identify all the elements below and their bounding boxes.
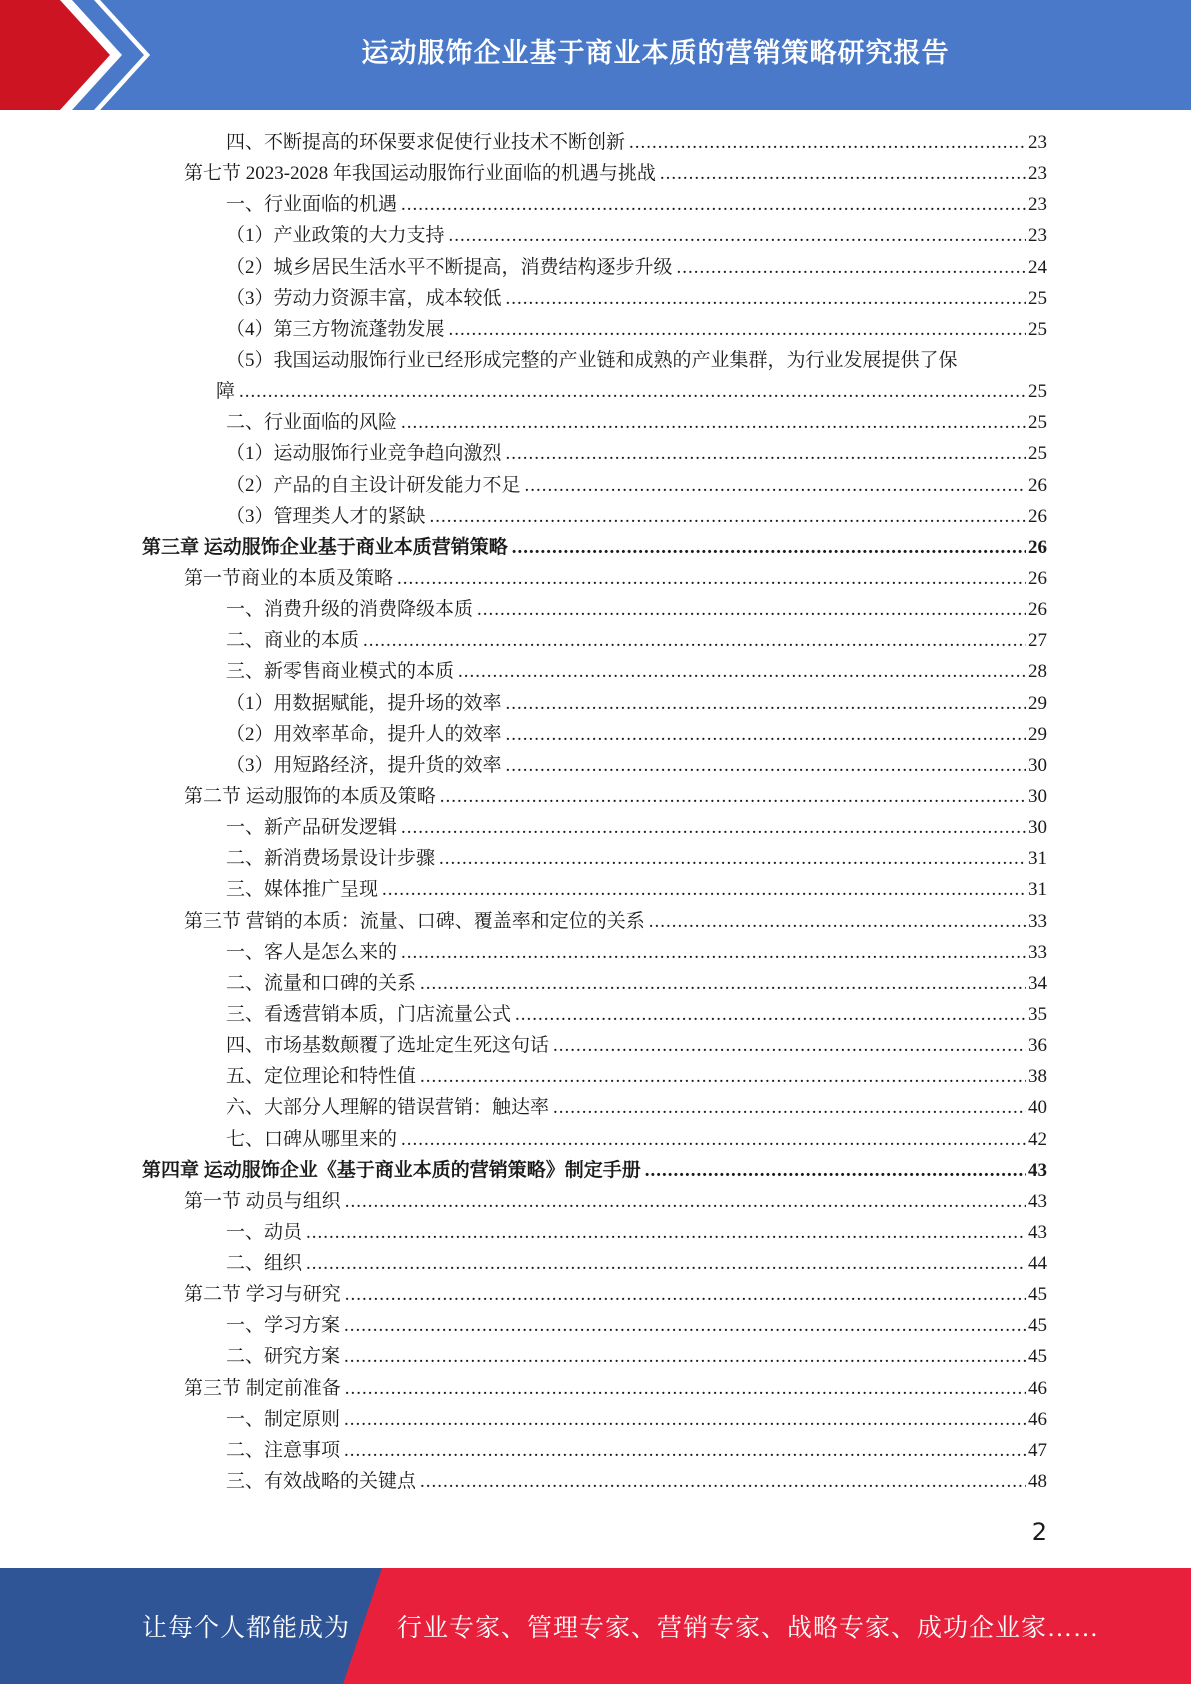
toc-entry-page: 46 (1028, 1408, 1047, 1430)
toc-dot-leader (420, 968, 1026, 999)
toc-entry-title: （4）第三方物流蓬勃发展 (226, 318, 445, 340)
toc-dot-leader (382, 874, 1026, 905)
report-title: 运动服饰企业基于商业本质的营销策略研究报告 (361, 37, 950, 69)
toc-entry-page: 33 (1028, 910, 1047, 932)
toc-entry-title: （3）用短路经济，提升货的效率 (226, 754, 502, 776)
toc-section-entry[interactable] (0, 1373, 1191, 1404)
toc-subsection-entry[interactable] (0, 750, 1191, 781)
toc-entry-line (226, 968, 1047, 999)
toc-section-entry[interactable] (0, 906, 1191, 937)
toc-subsection-entry[interactable] (0, 625, 1191, 656)
toc-dot-leader (420, 1466, 1026, 1497)
toc-dot-leader (477, 594, 1026, 625)
toc-entry-title: 一、行业面临的机遇 (226, 194, 398, 216)
toc-dot-leader (344, 1435, 1026, 1466)
toc-subsection-entry[interactable] (0, 376, 1191, 407)
toc-entry-title: 二、注意事项 (226, 1439, 341, 1461)
toc-entry-line (226, 1404, 1047, 1435)
toc-entry-line (226, 345, 1047, 376)
toc-entry-line (184, 1279, 1047, 1310)
toc-entry-title: （2）用效率革命，提升人的效率 (226, 723, 502, 745)
toc-entry-title: 一、制定原则 (226, 1408, 341, 1430)
toc-entry-line (226, 1092, 1047, 1123)
toc-subsection-entry[interactable] (0, 1310, 1191, 1341)
toc-entry-page: 38 (1028, 1066, 1047, 1088)
toc-entry-line (184, 906, 1047, 937)
toc-dot-leader (363, 625, 1026, 656)
toc-subsection-entry[interactable] (0, 314, 1191, 345)
toc-dot-leader (677, 252, 1026, 283)
toc-entry-title: 第七节 2023-2028 年我国运动服饰行业面临的机遇与挑战 (184, 163, 656, 185)
toc-entry-title: 四、不断提高的环保要求促使行业技术不断创新 (226, 132, 626, 153)
toc-entry-line (226, 688, 1047, 719)
toc-section-entry[interactable] (0, 158, 1191, 189)
toc-dot-leader (525, 470, 1026, 501)
toc-entry-title: （5）我国运动服饰行业已经形成完整的产业链和成熟的产业集群，为行业发展提供了保 (226, 349, 958, 371)
toc-subsection-entry[interactable] (0, 968, 1191, 999)
toc-entry-page: 45 (1028, 1284, 1047, 1306)
toc-entry-title: （3）劳动力资源丰富，成本较低 (226, 287, 502, 309)
toc-dot-leader (306, 1248, 1026, 1279)
toc-entry-title: （1）用数据赋能，提升场的效率 (226, 692, 502, 714)
toc-subsection-entry[interactable] (0, 189, 1191, 220)
toc-entry-line (226, 438, 1047, 469)
toc-dot-leader (512, 532, 1026, 563)
header-banner (0, 0, 1191, 110)
toc-entry-page: 26 (1028, 536, 1047, 558)
toc-entry-page: 23 (1028, 194, 1047, 216)
toc-entry-line (226, 594, 1047, 625)
table-of-contents (0, 127, 1191, 1497)
toc-entry-page: 25 (1028, 443, 1047, 465)
toc-entry-line (226, 812, 1047, 843)
toc-dot-leader (645, 1155, 1026, 1186)
toc-entry-title: 一、学习方案 (226, 1315, 341, 1337)
toc-entry-page: 45 (1028, 1315, 1047, 1337)
toc-entry-page: 25 (1028, 318, 1047, 340)
toc-entry-page: 27 (1028, 630, 1047, 652)
toc-subsection-entry[interactable] (0, 345, 1191, 376)
toc-entry-page: 25 (1028, 412, 1047, 434)
toc-dot-leader (439, 843, 1026, 874)
toc-entry-line (226, 1466, 1047, 1497)
toc-entry-title: （3）管理类人才的紧缺 (226, 505, 426, 527)
toc-subsection-entry[interactable] (0, 874, 1191, 905)
toc-entry-page: 36 (1028, 1035, 1047, 1057)
toc-entry-title: 一、动员 (226, 1221, 303, 1243)
toc-entry-page: 26 (1028, 474, 1047, 496)
toc-subsection-entry[interactable] (0, 1466, 1191, 1497)
toc-dot-leader (397, 563, 1026, 594)
toc-entry-line (184, 1186, 1047, 1217)
toc-dot-leader (506, 719, 1026, 750)
toc-entry-line (226, 1217, 1047, 1248)
toc-entry-title: 三、有效战略的关键点 (226, 1471, 417, 1493)
toc-subsection-entry[interactable] (0, 812, 1191, 843)
toc-entry-page: 42 (1028, 1128, 1047, 1150)
toc-entry-title: （2）城乡居民生活水平不断提高，消费结构逐步升级 (226, 256, 673, 278)
toc-entry-title: 五、定位理论和特性值 (226, 1066, 417, 1088)
toc-entry-line (226, 1030, 1047, 1061)
toc-entry-title: 障 (216, 381, 236, 403)
page-number: 2 (1031, 1518, 1047, 1546)
toc-subsection-entry[interactable] (0, 594, 1191, 625)
toc-entry-line (226, 1248, 1047, 1279)
toc-entry-page: 35 (1028, 1003, 1047, 1025)
toc-subsection-entry[interactable] (0, 1404, 1191, 1435)
toc-entry-title: 三、新零售商业模式的本质 (226, 661, 455, 683)
toc-dot-leader (449, 314, 1026, 345)
toc-section-entry[interactable] (0, 781, 1191, 812)
toc-entry-line (226, 1310, 1047, 1341)
toc-subsection-entry[interactable] (0, 127, 1191, 158)
toc-entry-title: （2）产品的自主设计研发能力不足 (226, 474, 521, 496)
toc-entry-title: 二、流量和口碑的关系 (226, 972, 417, 994)
toc-section-entry[interactable] (0, 563, 1191, 594)
toc-entry-line (184, 563, 1047, 594)
toc-entry-page: 23 (1028, 132, 1047, 153)
toc-entry-title: 第四章 运动服饰企业《基于商业本质的营销策略》制定手册 (142, 1159, 641, 1181)
footer-slogan-left: 让每个人都能成为 (142, 1615, 351, 1642)
toc-entry-line (142, 1155, 1047, 1186)
toc-entry-title: 二、商业的本质 (226, 630, 360, 652)
toc-entry-title: 三、媒体推广呈现 (226, 879, 379, 901)
toc-dot-leader (506, 688, 1026, 719)
toc-dot-leader (401, 1124, 1026, 1155)
toc-entry-title: （1）运动服饰行业竞争趋向激烈 (226, 443, 502, 465)
toc-entry-title: 二、研究方案 (226, 1346, 341, 1368)
toc-entry-title: 第三节 营销的本质：流量、口碑、覆盖率和定位的关系 (184, 910, 645, 932)
toc-entry-title: （1）产业政策的大力支持 (226, 225, 445, 247)
toc-entry-page: 31 (1028, 879, 1047, 901)
toc-dot-leader (515, 999, 1026, 1030)
toc-subsection-entry[interactable] (0, 1061, 1191, 1092)
toc-dot-leader (401, 937, 1026, 968)
toc-entry-page: 31 (1028, 848, 1047, 870)
toc-entry-page: 28 (1028, 661, 1047, 683)
toc-subsection-entry[interactable] (0, 843, 1191, 874)
toc-dot-leader (345, 1373, 1026, 1404)
toc-entry-page: 29 (1028, 692, 1047, 714)
toc-entry-title: 一、客人是怎么来的 (226, 941, 398, 963)
toc-entry-page: 26 (1028, 599, 1047, 621)
toc-entry-title: 第一节 动员与组织 (184, 1190, 341, 1212)
toc-entry-line (226, 127, 1047, 158)
toc-entry-page: 43 (1028, 1159, 1047, 1181)
toc-entry-line (226, 1124, 1047, 1155)
toc-subsection-entry[interactable] (0, 283, 1191, 314)
toc-entry-page: 43 (1028, 1190, 1047, 1212)
toc-entry-line (226, 843, 1047, 874)
toc-dot-leader (449, 220, 1026, 251)
toc-dot-leader (306, 1217, 1026, 1248)
toc-entry-line (216, 376, 1047, 407)
toc-entry-page: 23 (1028, 163, 1047, 185)
toc-dot-leader (401, 407, 1026, 438)
toc-entry-line (226, 501, 1047, 532)
toc-subsection-entry[interactable] (0, 1248, 1191, 1279)
toc-entry-line (226, 1061, 1047, 1092)
toc-dot-leader (344, 1310, 1026, 1341)
toc-subsection-entry[interactable] (0, 719, 1191, 750)
toc-entry-line (184, 781, 1047, 812)
toc-entry-line (226, 999, 1047, 1030)
toc-entry-title: 六、大部分人理解的错误营销：触达率 (226, 1097, 550, 1119)
toc-dot-leader (660, 158, 1026, 189)
toc-dot-leader (345, 1279, 1026, 1310)
toc-entry-title: 第三节 制定前准备 (184, 1377, 341, 1399)
toc-entry-line (226, 874, 1047, 905)
toc-subsection-entry[interactable] (0, 1030, 1191, 1061)
toc-dot-leader (553, 1092, 1026, 1123)
toc-entry-line (184, 1373, 1047, 1404)
toc-entry-line (226, 252, 1047, 283)
toc-dot-leader (649, 906, 1026, 937)
toc-entry-title: 四、市场基数颠覆了选址定生死这句话 (226, 1035, 550, 1057)
toc-entry-title: 七、口碑从哪里来的 (226, 1128, 398, 1150)
toc-entry-page: 34 (1028, 972, 1047, 994)
toc-dot-leader (629, 127, 1026, 158)
toc-subsection-entry[interactable] (0, 937, 1191, 968)
toc-entry-page: 40 (1028, 1097, 1047, 1119)
toc-entry-line (184, 158, 1047, 189)
toc-entry-page: 30 (1028, 785, 1047, 807)
footer-banner (0, 1568, 1191, 1684)
toc-entry-title: 二、组织 (226, 1253, 303, 1275)
toc-dot-leader (506, 438, 1026, 469)
toc-entry-title: 一、新产品研发逻辑 (226, 817, 398, 839)
toc-dot-leader (458, 656, 1026, 687)
toc-entry-line (226, 189, 1047, 220)
toc-subsection-entry[interactable] (0, 438, 1191, 469)
toc-subsection-entry[interactable] (0, 656, 1191, 687)
toc-subsection-entry[interactable] (0, 1341, 1191, 1372)
toc-entry-page: 33 (1028, 941, 1047, 963)
toc-entry-line (226, 656, 1047, 687)
toc-entry-title: 第二节 运动服饰的本质及策略 (184, 785, 436, 807)
toc-entry-page: 44 (1028, 1253, 1047, 1275)
toc-subsection-entry[interactable] (0, 1435, 1191, 1466)
toc-dot-leader (345, 1186, 1026, 1217)
toc-dot-leader (553, 1030, 1026, 1061)
toc-entry-title: 第三章 运动服饰企业基于商业本质营销策略 (142, 536, 508, 558)
toc-entry-title: 二、行业面临的风险 (226, 412, 398, 434)
toc-entry-title: 一、消费升级的消费降级本质 (226, 599, 474, 621)
toc-dot-leader (420, 1061, 1026, 1092)
toc-subsection-entry[interactable] (0, 999, 1191, 1030)
toc-entry-line (226, 750, 1047, 781)
toc-dot-leader (239, 376, 1026, 407)
toc-entry-line (226, 314, 1047, 345)
toc-dot-leader (401, 812, 1026, 843)
toc-entry-page: 25 (1028, 381, 1047, 403)
toc-subsection-entry[interactable] (0, 1092, 1191, 1123)
toc-entry-line (226, 1341, 1047, 1372)
toc-entry-line (226, 1435, 1047, 1466)
toc-section-entry[interactable] (0, 1279, 1191, 1310)
toc-subsection-entry[interactable] (0, 220, 1191, 251)
toc-entry-line (226, 220, 1047, 251)
toc-entry-line (226, 283, 1047, 314)
toc-entry-title: 二、新消费场景设计步骤 (226, 848, 436, 870)
toc-subsection-entry[interactable] (0, 1124, 1191, 1155)
toc-subsection-entry[interactable] (0, 252, 1191, 283)
toc-dot-leader (401, 189, 1026, 220)
toc-entry-page: 43 (1028, 1221, 1047, 1243)
toc-entry-page: 45 (1028, 1346, 1047, 1368)
toc-entry-title: 第二节 学习与研究 (184, 1284, 341, 1306)
toc-entry-page: 29 (1028, 723, 1047, 745)
toc-dot-leader (440, 781, 1026, 812)
toc-subsection-entry[interactable] (0, 501, 1191, 532)
toc-entry-page: 25 (1028, 287, 1047, 309)
toc-entry-page: 23 (1028, 225, 1047, 247)
toc-subsection-entry[interactable] (0, 1217, 1191, 1248)
toc-entry-line (226, 470, 1047, 501)
toc-entry-line (142, 532, 1047, 563)
toc-entry-page: 46 (1028, 1377, 1047, 1399)
toc-entry-page: 26 (1028, 567, 1047, 589)
toc-subsection-entry[interactable] (0, 688, 1191, 719)
toc-chapter-entry[interactable] (0, 1155, 1191, 1186)
toc-entry-page: 24 (1028, 256, 1047, 278)
toc-entry-line (226, 407, 1047, 438)
toc-entry-line (226, 719, 1047, 750)
toc-dot-leader (344, 1404, 1026, 1435)
toc-subsection-entry[interactable] (0, 407, 1191, 438)
toc-entry-line (226, 937, 1047, 968)
toc-section-entry[interactable] (0, 1186, 1191, 1217)
toc-chapter-entry[interactable] (0, 532, 1191, 563)
toc-entry-title: 三、看透营销本质，门店流量公式 (226, 1003, 512, 1025)
toc-entry-page: 48 (1028, 1471, 1047, 1493)
toc-entry-line (226, 625, 1047, 656)
toc-entry-page: 47 (1028, 1439, 1047, 1461)
toc-entry-page: 30 (1028, 817, 1047, 839)
toc-dot-leader (430, 501, 1026, 532)
footer-slogan-right: 行业专家、管理专家、营销专家、战略专家、成功企业家…… (397, 1615, 1100, 1642)
toc-dot-leader (506, 750, 1026, 781)
toc-dot-leader (506, 283, 1026, 314)
toc-entry-page: 26 (1028, 505, 1047, 527)
toc-entry-page: 30 (1028, 754, 1047, 776)
toc-dot-leader (344, 1341, 1026, 1372)
toc-subsection-entry[interactable] (0, 470, 1191, 501)
toc-entry-title: 第一节商业的本质及策略 (184, 567, 394, 589)
